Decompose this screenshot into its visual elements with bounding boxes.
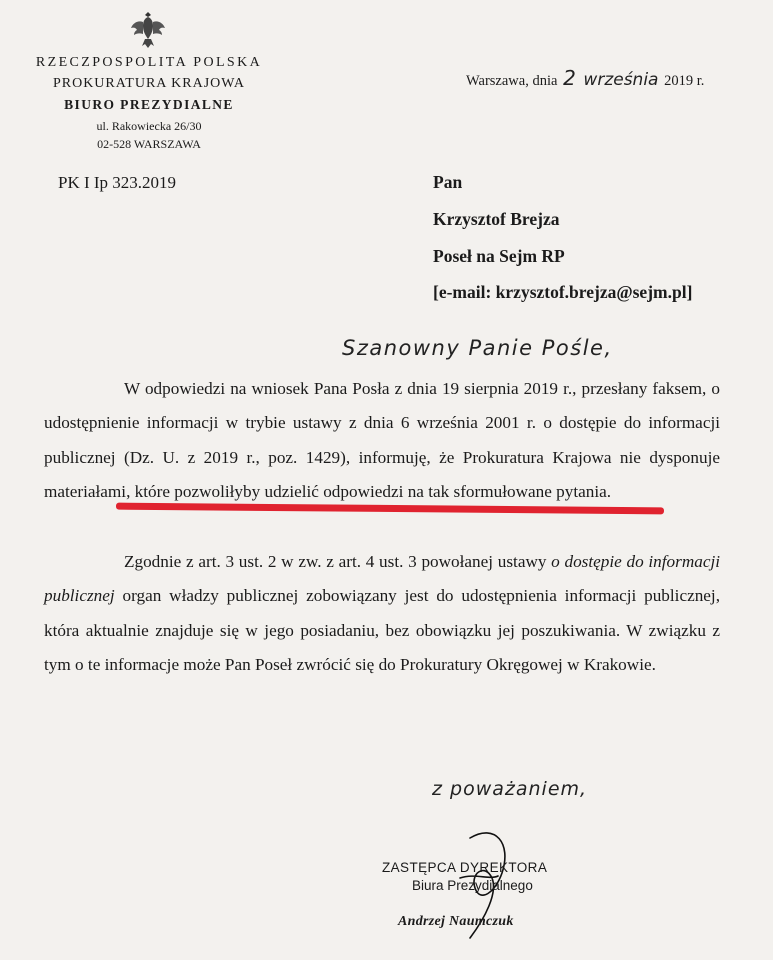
paragraph-2-end: organ władzy publicznej zobowiązany jest do udostępnienia informacji publicznej, która aktualnie znajduje się w jego posiadaniu, bez obowiązku jej poszukiwania. W związku z tym o te informacje może Pan Poseł zwrócić się do Prokuratury Okręgowej w Krakowie.: [44, 586, 720, 675]
paragraph-1-text: W odpowiedzi na wniosek Pana Posła z dnia 19 sierpnia 2019 r., przesłany faksem, o udostępnienie informacji w trybie ustawy z dnia 6 września 2001 r. o dostępie do informacji publicznej (Dz. U. z 2019 r., poz. 1429), informuję, że Prokuratura Krajowa: [44, 379, 720, 467]
addressee-name: Krzysztof Brejza: [433, 209, 560, 229]
place-and-date: [466, 66, 704, 90]
header-city: 02-528 WARSZAWA: [97, 137, 201, 151]
paragraph-2-text: Zgodnie z art. 3 ust. 2 w zw. z art. 4 ust. 3 powołanej ustawy: [124, 552, 552, 571]
polish-eagle-emblem-icon: [130, 8, 166, 50]
closing-phrase: z poważaniem,: [432, 778, 588, 800]
paragraph-1-end: na tak sformułowane pytania.: [403, 482, 612, 502]
header-country: RZECZPOSPOLITA POLSKA: [35, 55, 263, 70]
addressee-email: [e-mail: krzysztof.brejza@sejm.pl]: [433, 282, 693, 302]
paragraph-2: [44, 545, 720, 683]
reference-number: PK I Ip 323.2019: [58, 173, 177, 192]
signatory-department: Biura Prezydialnego: [412, 878, 533, 893]
paragraph-1-highlight: nie dysponuje materiałami, które pozwoliłyby udzielić odpowiedzi: [44, 447, 720, 502]
signatory-title: ZASTĘPCA DYREKTORA: [382, 860, 548, 875]
date-month: września: [583, 70, 659, 90]
salutation: Szanowny Panie Pośle,: [342, 336, 613, 360]
date-day: 2: [563, 66, 576, 90]
header-office: BIURO PREZYDIALNE: [64, 97, 234, 112]
paragraph-1: [44, 372, 720, 510]
addressee-position: Poseł na Sejm RP: [433, 246, 565, 266]
date-place: Warszawa, dnia: [466, 73, 558, 89]
addressee-line-1: Pan: [433, 172, 463, 192]
header-institution: PROKURATURA KRAJOWA: [52, 76, 246, 91]
signatory-name: Andrzej Naumczuk: [398, 914, 514, 929]
header-street: ul. Rakowiecka 26/30: [96, 119, 202, 133]
date-year: 2019 r.: [664, 73, 705, 89]
paragraph-2-act-title: o dostępie do informacji publicznej: [44, 552, 720, 606]
